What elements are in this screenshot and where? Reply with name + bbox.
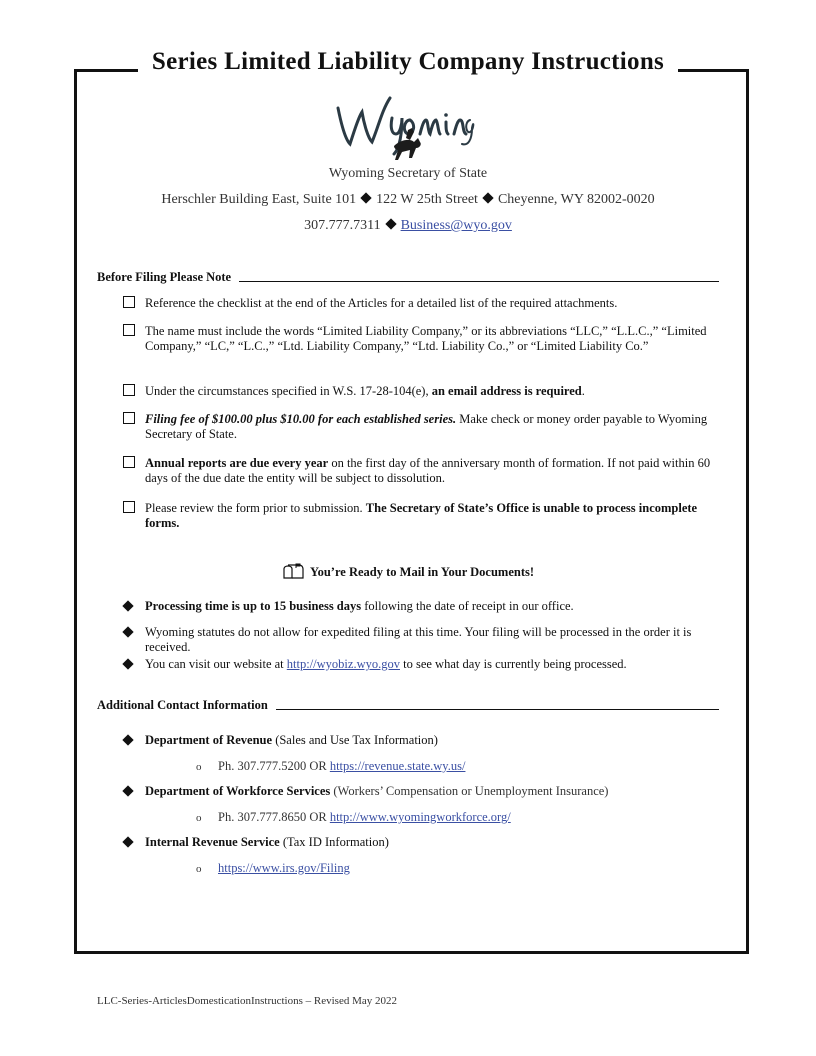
checklist-item: Annual reports are due every year on the first day of the anniversary month of formation. If not paid within 60 days of the due date the entity will be subject to dissolution. [123,456,723,486]
office-name: Wyoming Secretary of State [328,166,488,181]
contact-item: Internal Revenue Service (Tax ID Information) [123,835,723,850]
circle-bullet-icon: o [196,812,202,824]
checklist-item: The name must include the words “Limited Liability Company,” or its abbreviations “LLC,” “L.L.C.,” “Limited Company,” “LC,” “L.C.,” “Ltd. Liability Company,” “Ltd. Liability Co.,” or “Limited Liability Co.” [123,324,723,354]
checklist-item: Please review the form prior to submission. The Secretary of State’s Office is unable to process incomplete forms. [123,501,723,531]
checklist-item: Filing fee of $100.00 plus $10.00 for each established series. Make check or money order payable to Wyoming Secretary of State. [123,412,723,442]
office-city: Cheyenne, WY 82002-0020 [497,192,655,207]
checkbox-icon [123,456,135,468]
irs-link[interactable]: https://www.irs.gov/Filing [218,861,350,875]
additional-contact-heading: Additional Contact Information [97,698,719,713]
checkbox-icon [123,324,135,336]
diamond-bullet-icon [122,600,133,611]
page-title: Series Limited Liability Company Instructions [0,48,816,76]
contact-item: Department of Workforce Services (Workers’ Compensation or Unemployment Insurance) [123,784,723,799]
logo-text: Wyoming [405,162,409,163]
checklist-item: Reference the checklist at the end of the Articles for a detailed list of the required attachments. [123,296,723,311]
contact-item: Department of Revenue (Sales and Use Tax Information) [123,733,723,748]
checkbox-icon [123,501,135,513]
office-building: Herschler Building East, Suite 101 [161,192,357,207]
diamond-separator-icon [385,218,396,229]
before-filing-heading: Before Filing Please Note [97,270,719,285]
mail-heading: You’re Ready to Mail in Your Documents! [0,563,816,580]
office-street: 122 W 25th Street [376,192,478,207]
checkbox-icon [123,296,135,308]
diamond-separator-icon [361,192,372,203]
diamond-bullet-icon [122,658,133,669]
office-address [0,192,816,208]
diamond-bullet-icon [122,836,133,847]
diamond-bullet-icon [122,785,133,796]
page-footer: LLC-Series-ArticlesDomesticationInstructions – Revised May 2022 [97,995,397,1007]
checkbox-icon [123,412,135,424]
mail-info-item: Wyoming statutes do not allow for expedited filing at this time. Your filing will be processed in the order it is received. [123,625,723,655]
office-email-link[interactable]: Business@wyo.gov [400,218,512,233]
revenue-link[interactable]: https://revenue.state.wy.us/ [329,759,466,773]
diamond-bullet-icon [122,734,133,745]
workforce-link[interactable]: http://www.wyomingworkforce.org/ [329,810,511,824]
checkbox-icon [123,384,135,396]
diamond-separator-icon [482,192,493,203]
heading-rule [276,708,719,710]
contact-detail: o Ph. 307.777.5200 OR https://revenue.state.wy.us/ [196,759,466,773]
diamond-bullet-icon [122,626,133,637]
wyoming-logo [330,88,480,162]
heading-rule [239,280,719,282]
mail-info-item: Processing time is up to 15 business days following the date of receipt in our office. [123,599,723,614]
contact-detail [196,861,350,876]
office-contact [0,218,816,234]
office-phone: 307.777.7311 [304,218,381,233]
wyobiz-link[interactable]: http://wyobiz.wyo.gov [286,657,400,671]
mail-info-item: You can visit our website at http://wyobiz.wyo.gov to see what day is currently being processed. [123,657,723,672]
contact-detail: o Ph. 307.777.8650 OR http://www.wyomingworkforce.org/ [196,810,511,824]
mailbox-icon [282,563,304,579]
checklist-item: Under the circumstances specified in W.S. 17-28-104(e), an email address is required. [123,384,723,399]
circle-bullet-icon: o [196,761,202,773]
circle-bullet-icon: o [196,863,202,875]
